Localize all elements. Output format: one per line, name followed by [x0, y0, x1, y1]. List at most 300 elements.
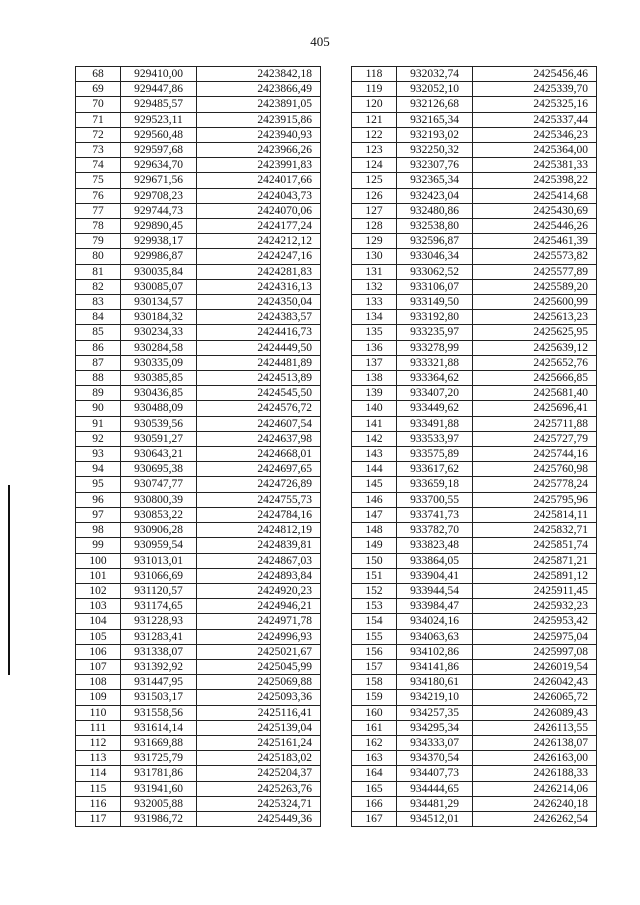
point-number-cell: 92: [76, 431, 121, 446]
y-coordinate-cell: 2425116,41: [197, 705, 321, 720]
y-coordinate-cell: 2424920,23: [197, 583, 321, 598]
table-row: [352, 507, 597, 522]
point-number-cell: 112: [76, 735, 121, 750]
point-number-cell: 109: [76, 690, 121, 705]
y-coordinate-cell: 2425381,33: [473, 158, 597, 173]
table-row: [352, 431, 597, 446]
point-number-cell: 155: [352, 629, 397, 644]
y-coordinate-cell: 2426089,43: [473, 705, 597, 720]
point-number-cell: 70: [76, 97, 121, 112]
x-coordinate-cell: 930134,57: [121, 295, 197, 310]
x-coordinate-cell: 933575,89: [397, 447, 473, 462]
table-row: [76, 219, 321, 234]
y-coordinate-cell: 2424839,81: [197, 538, 321, 553]
x-coordinate-cell: 933533,97: [397, 431, 473, 446]
point-number-cell: 105: [76, 629, 121, 644]
table-row: [76, 644, 321, 659]
point-number-cell: 152: [352, 583, 397, 598]
table-row: [352, 97, 597, 112]
table-row: [352, 720, 597, 735]
table-row: [76, 325, 321, 340]
x-coordinate-cell: 932480,86: [397, 203, 473, 218]
y-coordinate-cell: 2424697,65: [197, 462, 321, 477]
y-coordinate-cell: 2425161,24: [197, 735, 321, 750]
point-number-cell: 73: [76, 143, 121, 158]
y-coordinate-cell: 2424043,73: [197, 188, 321, 203]
table-row: [352, 492, 597, 507]
x-coordinate-cell: 934102,86: [397, 644, 473, 659]
y-coordinate-cell: 2425139,04: [197, 720, 321, 735]
table-row: [352, 112, 597, 127]
table-row: [76, 82, 321, 97]
point-number-cell: 124: [352, 158, 397, 173]
y-coordinate-cell: 2425975,04: [473, 629, 597, 644]
table-row: [76, 401, 321, 416]
table-row: [76, 614, 321, 629]
x-coordinate-cell: 934407,73: [397, 766, 473, 781]
x-coordinate-cell: 929890,45: [121, 219, 197, 234]
x-coordinate-cell: 932032,74: [397, 67, 473, 82]
y-coordinate-cell: 2425744,16: [473, 447, 597, 462]
point-number-cell: 132: [352, 279, 397, 294]
table-row: [76, 599, 321, 614]
point-number-cell: 102: [76, 583, 121, 598]
y-coordinate-cell: 2426262,54: [473, 811, 597, 826]
x-coordinate-cell: 933864,05: [397, 553, 473, 568]
y-coordinate-cell: 2423842,18: [197, 67, 321, 82]
table-row: [76, 568, 321, 583]
x-coordinate-cell: 933364,62: [397, 371, 473, 386]
x-coordinate-cell: 931066,69: [121, 568, 197, 583]
point-number-cell: 104: [76, 614, 121, 629]
point-number-cell: 148: [352, 523, 397, 538]
x-coordinate-cell: 931392,92: [121, 659, 197, 674]
y-coordinate-cell: 2425814,11: [473, 507, 597, 522]
table-row: [352, 644, 597, 659]
y-coordinate-cell: 2425045,99: [197, 659, 321, 674]
point-number-cell: 99: [76, 538, 121, 553]
x-coordinate-cell: 933062,52: [397, 264, 473, 279]
table-row: [76, 477, 321, 492]
y-coordinate-cell: 2425346,23: [473, 127, 597, 142]
x-coordinate-cell: 931174,65: [121, 599, 197, 614]
y-coordinate-cell: 2424449,50: [197, 340, 321, 355]
x-coordinate-cell: 930853,22: [121, 507, 197, 522]
y-coordinate-cell: 2424893,84: [197, 568, 321, 583]
y-coordinate-cell: 2426065,72: [473, 690, 597, 705]
point-number-cell: 149: [352, 538, 397, 553]
table-row: [76, 583, 321, 598]
table-row: [352, 325, 597, 340]
point-number-cell: 110: [76, 705, 121, 720]
table-row: [352, 553, 597, 568]
y-coordinate-cell: 2424946,21: [197, 599, 321, 614]
point-number-cell: 117: [76, 811, 121, 826]
x-coordinate-cell: 929560,48: [121, 127, 197, 142]
point-number-cell: 95: [76, 477, 121, 492]
point-number-cell: 135: [352, 325, 397, 340]
x-coordinate-cell: 934219,10: [397, 690, 473, 705]
y-coordinate-cell: 2425600,99: [473, 295, 597, 310]
y-coordinate-cell: 2425681,40: [473, 386, 597, 401]
point-number-cell: 113: [76, 751, 121, 766]
table-row: [76, 751, 321, 766]
y-coordinate-cell: 2425339,70: [473, 82, 597, 97]
x-coordinate-cell: 932538,80: [397, 219, 473, 234]
point-number-cell: 121: [352, 112, 397, 127]
y-coordinate-cell: 2425666,85: [473, 371, 597, 386]
point-number-cell: 166: [352, 796, 397, 811]
x-coordinate-cell: 930800,39: [121, 492, 197, 507]
table-row: [76, 538, 321, 553]
y-coordinate-cell: 2425652,76: [473, 355, 597, 370]
x-coordinate-cell: 933617,62: [397, 462, 473, 477]
point-number-cell: 74: [76, 158, 121, 173]
point-number-cell: 75: [76, 173, 121, 188]
point-number-cell: 158: [352, 675, 397, 690]
x-coordinate-cell: 934257,35: [397, 705, 473, 720]
x-coordinate-cell: 931986,72: [121, 811, 197, 826]
y-coordinate-cell: 2423915,86: [197, 112, 321, 127]
x-coordinate-cell: 929597,68: [121, 143, 197, 158]
point-number-cell: 93: [76, 447, 121, 462]
point-number-cell: 86: [76, 340, 121, 355]
table-row: [352, 203, 597, 218]
table-row: [76, 371, 321, 386]
x-coordinate-cell: 932365,34: [397, 173, 473, 188]
table-row: [76, 523, 321, 538]
table-row: [352, 173, 597, 188]
x-coordinate-cell: 930184,32: [121, 310, 197, 325]
x-coordinate-cell: 931725,79: [121, 751, 197, 766]
y-coordinate-cell: 2424867,03: [197, 553, 321, 568]
point-number-cell: 164: [352, 766, 397, 781]
table-row: [352, 796, 597, 811]
point-number-cell: 85: [76, 325, 121, 340]
point-number-cell: 116: [76, 796, 121, 811]
table-row: [352, 67, 597, 82]
x-coordinate-cell: 933700,55: [397, 492, 473, 507]
x-coordinate-cell: 933782,70: [397, 523, 473, 538]
point-number-cell: 72: [76, 127, 121, 142]
y-coordinate-cell: 2423891,05: [197, 97, 321, 112]
y-coordinate-cell: 2424350,04: [197, 295, 321, 310]
x-coordinate-cell: 930436,85: [121, 386, 197, 401]
x-coordinate-cell: 931447,95: [121, 675, 197, 690]
y-coordinate-cell: 2424668,01: [197, 447, 321, 462]
table-row: [352, 766, 597, 781]
table-row: [76, 264, 321, 279]
x-coordinate-cell: 930539,56: [121, 416, 197, 431]
table-row: [76, 295, 321, 310]
point-number-cell: 150: [352, 553, 397, 568]
point-number-cell: 90: [76, 401, 121, 416]
y-coordinate-cell: 2425456,46: [473, 67, 597, 82]
y-coordinate-cell: 2426138,07: [473, 735, 597, 750]
y-coordinate-cell: 2425325,16: [473, 97, 597, 112]
y-coordinate-cell: 2426214,06: [473, 781, 597, 796]
y-coordinate-cell: 2424316,13: [197, 279, 321, 294]
y-coordinate-cell: 2424017,66: [197, 173, 321, 188]
table-row: [76, 355, 321, 370]
point-number-cell: 162: [352, 735, 397, 750]
x-coordinate-cell: 933904,41: [397, 568, 473, 583]
table-row: [352, 386, 597, 401]
y-coordinate-cell: 2424513,89: [197, 371, 321, 386]
point-number-cell: 165: [352, 781, 397, 796]
x-coordinate-cell: 934444,65: [397, 781, 473, 796]
point-number-cell: 147: [352, 507, 397, 522]
point-number-cell: 163: [352, 751, 397, 766]
y-coordinate-cell: 2425727,79: [473, 431, 597, 446]
point-number-cell: 141: [352, 416, 397, 431]
point-number-cell: 100: [76, 553, 121, 568]
x-coordinate-cell: 933149,50: [397, 295, 473, 310]
table-row: [352, 401, 597, 416]
y-coordinate-cell: 2425613,23: [473, 310, 597, 325]
y-coordinate-cell: 2425093,36: [197, 690, 321, 705]
y-coordinate-cell: 2426163,00: [473, 751, 597, 766]
y-coordinate-cell: 2424481,89: [197, 355, 321, 370]
y-coordinate-cell: 2424812,19: [197, 523, 321, 538]
point-number-cell: 69: [76, 82, 121, 97]
x-coordinate-cell: 931558,56: [121, 705, 197, 720]
point-number-cell: 108: [76, 675, 121, 690]
y-coordinate-cell: 2424576,72: [197, 401, 321, 416]
x-coordinate-cell: 934063,63: [397, 629, 473, 644]
y-coordinate-cell: 2424996,93: [197, 629, 321, 644]
x-coordinate-cell: 933659,18: [397, 477, 473, 492]
x-coordinate-cell: 929744,73: [121, 203, 197, 218]
table-row: [352, 538, 597, 553]
point-number-cell: 82: [76, 279, 121, 294]
x-coordinate-cell: 934141,86: [397, 659, 473, 674]
x-coordinate-cell: 930959,54: [121, 538, 197, 553]
table-row: [352, 219, 597, 234]
x-coordinate-cell: 933491,88: [397, 416, 473, 431]
x-coordinate-cell: 934370,54: [397, 751, 473, 766]
y-coordinate-cell: 2424281,83: [197, 264, 321, 279]
y-coordinate-cell: 2425446,26: [473, 219, 597, 234]
point-number-cell: 153: [352, 599, 397, 614]
x-coordinate-cell: 930085,07: [121, 279, 197, 294]
table-row: [352, 629, 597, 644]
table-row: [76, 766, 321, 781]
x-coordinate-cell: 934512,01: [397, 811, 473, 826]
x-coordinate-cell: 929447,86: [121, 82, 197, 97]
x-coordinate-cell: 932165,34: [397, 112, 473, 127]
y-coordinate-cell: 2424212,12: [197, 234, 321, 249]
point-number-cell: 68: [76, 67, 121, 82]
y-coordinate-cell: 2425778,24: [473, 477, 597, 492]
table-row: [76, 507, 321, 522]
table-row: [76, 720, 321, 735]
y-coordinate-cell: 2423991,83: [197, 158, 321, 173]
table-row: [352, 735, 597, 750]
table-row: [352, 523, 597, 538]
y-coordinate-cell: 2424607,54: [197, 416, 321, 431]
table-row: [352, 462, 597, 477]
y-coordinate-cell: 2425589,20: [473, 279, 597, 294]
x-coordinate-cell: 929634,70: [121, 158, 197, 173]
table-row: [76, 173, 321, 188]
point-number-cell: 157: [352, 659, 397, 674]
x-coordinate-cell: 932126,68: [397, 97, 473, 112]
x-coordinate-cell: 929938,17: [121, 234, 197, 249]
point-number-cell: 78: [76, 219, 121, 234]
point-number-cell: 80: [76, 249, 121, 264]
x-coordinate-cell: 931781,86: [121, 766, 197, 781]
x-coordinate-cell: 930488,09: [121, 401, 197, 416]
table-row: [76, 629, 321, 644]
point-number-cell: 159: [352, 690, 397, 705]
table-row: [76, 158, 321, 173]
point-number-cell: 114: [76, 766, 121, 781]
table-row: [76, 705, 321, 720]
table-row: [76, 249, 321, 264]
point-number-cell: 107: [76, 659, 121, 674]
y-coordinate-cell: 2426019,54: [473, 659, 597, 674]
x-coordinate-cell: 932596,87: [397, 234, 473, 249]
point-number-cell: 126: [352, 188, 397, 203]
table-row: [352, 279, 597, 294]
x-coordinate-cell: 934481,29: [397, 796, 473, 811]
table-row: [76, 492, 321, 507]
point-number-cell: 79: [76, 234, 121, 249]
point-number-cell: 133: [352, 295, 397, 310]
table-row: [352, 249, 597, 264]
table-row: [352, 188, 597, 203]
y-coordinate-cell: 2424545,50: [197, 386, 321, 401]
x-coordinate-cell: 933046,34: [397, 249, 473, 264]
point-number-cell: 115: [76, 781, 121, 796]
y-coordinate-cell: 2425932,23: [473, 599, 597, 614]
x-coordinate-cell: 931120,57: [121, 583, 197, 598]
point-number-cell: 136: [352, 340, 397, 355]
table-row: [352, 751, 597, 766]
table-row: [352, 583, 597, 598]
y-coordinate-cell: 2425696,41: [473, 401, 597, 416]
point-number-cell: 131: [352, 264, 397, 279]
table-row: [352, 264, 597, 279]
point-number-cell: 156: [352, 644, 397, 659]
x-coordinate-cell: 931338,07: [121, 644, 197, 659]
table-row: [76, 127, 321, 142]
table-row: [76, 143, 321, 158]
y-coordinate-cell: 2425871,21: [473, 553, 597, 568]
x-coordinate-cell: 934180,61: [397, 675, 473, 690]
point-number-cell: 144: [352, 462, 397, 477]
y-coordinate-cell: 2424177,24: [197, 219, 321, 234]
x-coordinate-cell: 930591,27: [121, 431, 197, 446]
y-coordinate-cell: 2425795,96: [473, 492, 597, 507]
point-number-cell: 71: [76, 112, 121, 127]
x-coordinate-cell: 931283,41: [121, 629, 197, 644]
point-number-cell: 94: [76, 462, 121, 477]
x-coordinate-cell: 932307,76: [397, 158, 473, 173]
table-row: [352, 659, 597, 674]
y-coordinate-cell: 2425891,12: [473, 568, 597, 583]
x-coordinate-cell: 930643,21: [121, 447, 197, 462]
table-row: [76, 796, 321, 811]
x-coordinate-cell: 930747,77: [121, 477, 197, 492]
table-row: [76, 279, 321, 294]
y-coordinate-cell: 2424383,57: [197, 310, 321, 325]
x-coordinate-cell: 934024,16: [397, 614, 473, 629]
point-number-cell: 129: [352, 234, 397, 249]
x-coordinate-cell: 933407,20: [397, 386, 473, 401]
point-number-cell: 143: [352, 447, 397, 462]
table-row: [352, 234, 597, 249]
table-row: [352, 599, 597, 614]
point-number-cell: 138: [352, 371, 397, 386]
x-coordinate-cell: 929485,57: [121, 97, 197, 112]
x-coordinate-cell: 930906,28: [121, 523, 197, 538]
table-row: [352, 355, 597, 370]
table-row: [76, 553, 321, 568]
y-coordinate-cell: 2425760,98: [473, 462, 597, 477]
table-row: [76, 310, 321, 325]
point-number-cell: 84: [76, 310, 121, 325]
x-coordinate-cell: 934333,07: [397, 735, 473, 750]
table-row: [352, 614, 597, 629]
x-coordinate-cell: 933235,97: [397, 325, 473, 340]
x-coordinate-cell: 929523,11: [121, 112, 197, 127]
x-coordinate-cell: 933278,99: [397, 340, 473, 355]
table-row: [76, 675, 321, 690]
table-row: [352, 416, 597, 431]
point-number-cell: 161: [352, 720, 397, 735]
table-row: [76, 340, 321, 355]
table-row: [76, 659, 321, 674]
y-coordinate-cell: 2425398,22: [473, 173, 597, 188]
y-coordinate-cell: 2425021,67: [197, 644, 321, 659]
x-coordinate-cell: 933823,48: [397, 538, 473, 553]
x-coordinate-cell: 933321,88: [397, 355, 473, 370]
y-coordinate-cell: 2425204,37: [197, 766, 321, 781]
y-coordinate-cell: 2423866,49: [197, 82, 321, 97]
y-coordinate-cell: 2425461,39: [473, 234, 597, 249]
y-coordinate-cell: 2425832,71: [473, 523, 597, 538]
x-coordinate-cell: 934295,34: [397, 720, 473, 735]
x-coordinate-cell: 929671,56: [121, 173, 197, 188]
point-number-cell: 146: [352, 492, 397, 507]
y-coordinate-cell: 2425997,08: [473, 644, 597, 659]
y-coordinate-cell: 2425337,44: [473, 112, 597, 127]
y-coordinate-cell: 2426188,33: [473, 766, 597, 781]
page-number: 405: [310, 34, 330, 49]
table-row: [76, 447, 321, 462]
y-coordinate-cell: 2426113,55: [473, 720, 597, 735]
y-coordinate-cell: 2425851,74: [473, 538, 597, 553]
x-coordinate-cell: 931941,60: [121, 781, 197, 796]
point-number-cell: 97: [76, 507, 121, 522]
x-coordinate-cell: 931013,01: [121, 553, 197, 568]
y-coordinate-cell: 2425414,68: [473, 188, 597, 203]
table-row: [352, 340, 597, 355]
table-row: [352, 310, 597, 325]
point-number-cell: 139: [352, 386, 397, 401]
y-coordinate-cell: 2423966,26: [197, 143, 321, 158]
table-row: [76, 811, 321, 826]
table-row: [352, 447, 597, 462]
point-number-cell: 111: [76, 720, 121, 735]
y-coordinate-cell: 2424637,98: [197, 431, 321, 446]
x-coordinate-cell: 930284,58: [121, 340, 197, 355]
x-coordinate-cell: 933449,62: [397, 401, 473, 416]
y-coordinate-cell: 2425953,42: [473, 614, 597, 629]
point-number-cell: 145: [352, 477, 397, 492]
